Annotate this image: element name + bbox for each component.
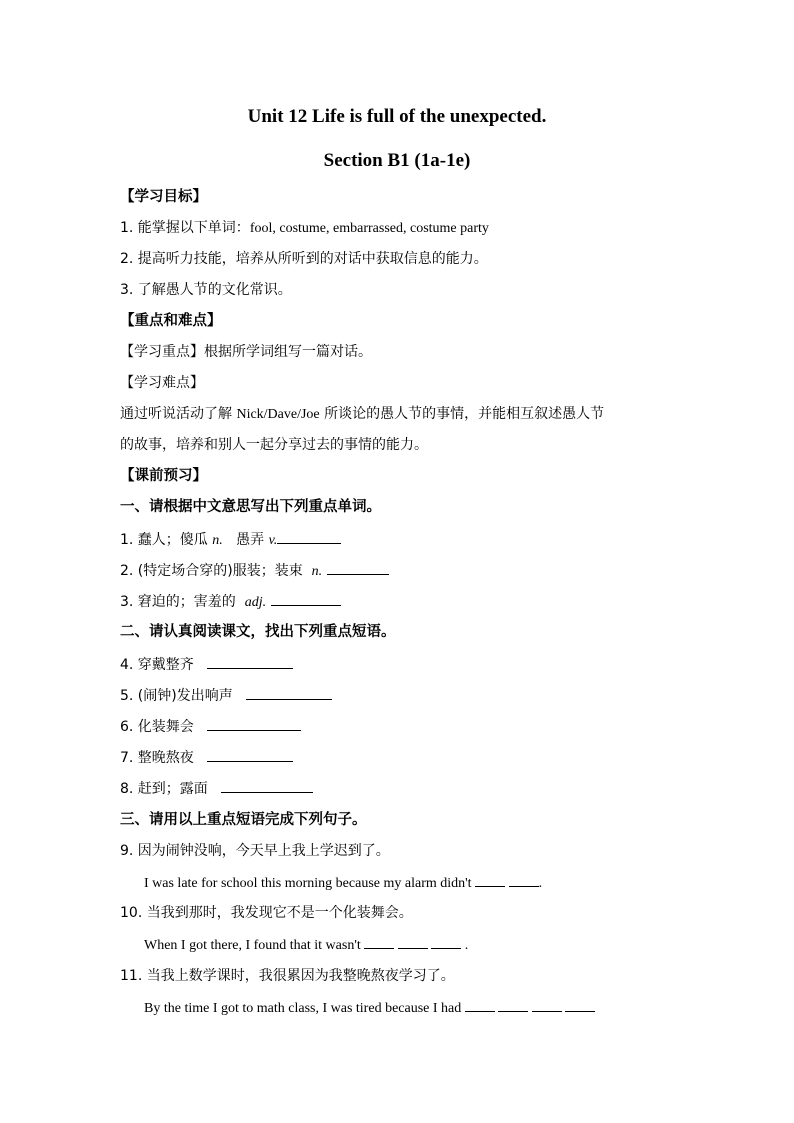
difficult-point-line-1 <box>120 404 604 425</box>
sentence-11-cn: 11. 当我上数学课时，我很累因为我整晚熬夜学习了。 <box>120 968 455 984</box>
phrase-4-text: 4. 穿戴整齐 <box>120 657 194 673</box>
part1-header: 一、请根据中文意思写出下列重点单词。 <box>120 499 381 515</box>
answer-blank[interactable] <box>246 685 332 700</box>
key-point-label: 【学习重点】 <box>120 344 204 360</box>
phrase-7-text: 7. 整晚熬夜 <box>120 750 194 766</box>
sentence-10-en: When I got there, I found that it wasn't . <box>144 934 468 956</box>
sentence-11-en <box>144 997 595 1019</box>
section-subtitle: Section B1 (1a-1e) <box>323 150 471 171</box>
word-2-pos: n. <box>311 564 323 579</box>
answer-blank[interactable] <box>565 997 595 1012</box>
phrase-item-7 <box>120 747 293 768</box>
answer-blank[interactable] <box>271 591 341 606</box>
phrase-5-text: 5. (闹钟)发出响声 <box>120 688 233 704</box>
objective-1-words: fool, costume, embarrassed, costume party <box>249 221 489 236</box>
word-item-2 <box>120 560 389 582</box>
part3-header: 三、请用以上重点短语完成下列句子。 <box>120 812 367 828</box>
phrase-6-text: 6. 化装舞会 <box>120 719 194 735</box>
answer-blank[interactable] <box>207 654 293 669</box>
objective-2: 2. 提高听力技能，培养从所听到的对话中获取信息的能力。 <box>120 251 488 267</box>
answer-blank[interactable] <box>509 872 539 887</box>
phrase-item-6 <box>120 716 301 737</box>
word-1-cn2: 愚弄 <box>236 532 265 548</box>
phrase-item-4 <box>120 654 293 675</box>
word-2-cn: 2. (特定场合穿的)服装；装束 <box>120 563 303 579</box>
objective-1-label: 1. 能掌握以下单词： <box>120 220 250 236</box>
sentence-10-cn: 10. 当我到那时，我发现它不是一个化装舞会。 <box>120 905 413 921</box>
phrase-item-8 <box>120 778 313 799</box>
answer-blank[interactable] <box>327 560 389 575</box>
sentence-9-cn: 9. 因为闹钟没响，今天早上我上学迟到了。 <box>120 843 390 859</box>
part2-header: 二、请认真阅读课文，找出下列重点短语。 <box>120 624 396 640</box>
phrase-item-5 <box>120 685 332 706</box>
word-1-cn: 1. 蠢人；傻瓜 <box>120 532 208 548</box>
objective-1 <box>120 218 489 239</box>
phrase-8-text: 8. 赶到；露面 <box>120 781 208 797</box>
answer-blank[interactable] <box>398 934 428 949</box>
page-title: Unit 12 Life is full of the unexpected. <box>247 106 547 127</box>
answer-blank[interactable] <box>532 997 562 1012</box>
word-item-1 <box>120 529 341 551</box>
difficult-point-label: 【学习难点】 <box>120 375 204 391</box>
objectives-header: 【学习目标】 <box>120 189 207 205</box>
answer-blank[interactable] <box>498 997 528 1012</box>
key-point <box>120 342 372 362</box>
answer-blank[interactable] <box>364 934 394 949</box>
answer-blank[interactable] <box>207 747 293 762</box>
answer-blank[interactable] <box>475 872 505 887</box>
word-1-pos2: v. <box>268 533 278 548</box>
word-3-cn: 3. 窘迫的；害羞的 <box>120 594 236 610</box>
word-3-pos: adj. <box>244 595 267 610</box>
answer-blank[interactable] <box>431 934 461 949</box>
preview-header: 【课前预习】 <box>120 468 207 484</box>
objective-3: 3. 了解愚人节的文化常识。 <box>120 282 292 298</box>
sentence-10-text: When I got there, I found that it wasn't <box>144 938 361 953</box>
sentence-11-text: By the time I got to math class, I was tired because I had <box>144 1001 462 1016</box>
difficult-names: Nick/Dave/Joe <box>236 407 320 422</box>
difficult-text-b: 所谈论的愚人节的事情，并能相互叙述愚人节 <box>324 406 605 422</box>
answer-blank[interactable] <box>221 778 313 793</box>
key-difficult-header: 【重点和难点】 <box>120 313 222 329</box>
difficult-text-a: 通过听说活动了解 <box>120 406 232 422</box>
answer-blank[interactable] <box>465 997 495 1012</box>
sentence-9-text: I was late for school this morning because my alarm didn't <box>144 876 472 891</box>
difficult-point-line-2: 的故事，培养和别人一起分享过去的事情的能力。 <box>120 437 428 453</box>
sentence-9-en: I was late for school this morning because my alarm didn't . <box>144 872 542 894</box>
key-point-text: 根据所学词组写一篇对话。 <box>204 344 372 360</box>
answer-blank[interactable] <box>277 529 341 544</box>
word-1-pos: n. <box>212 533 223 548</box>
word-item-3 <box>120 591 341 613</box>
answer-blank[interactable] <box>207 716 301 731</box>
